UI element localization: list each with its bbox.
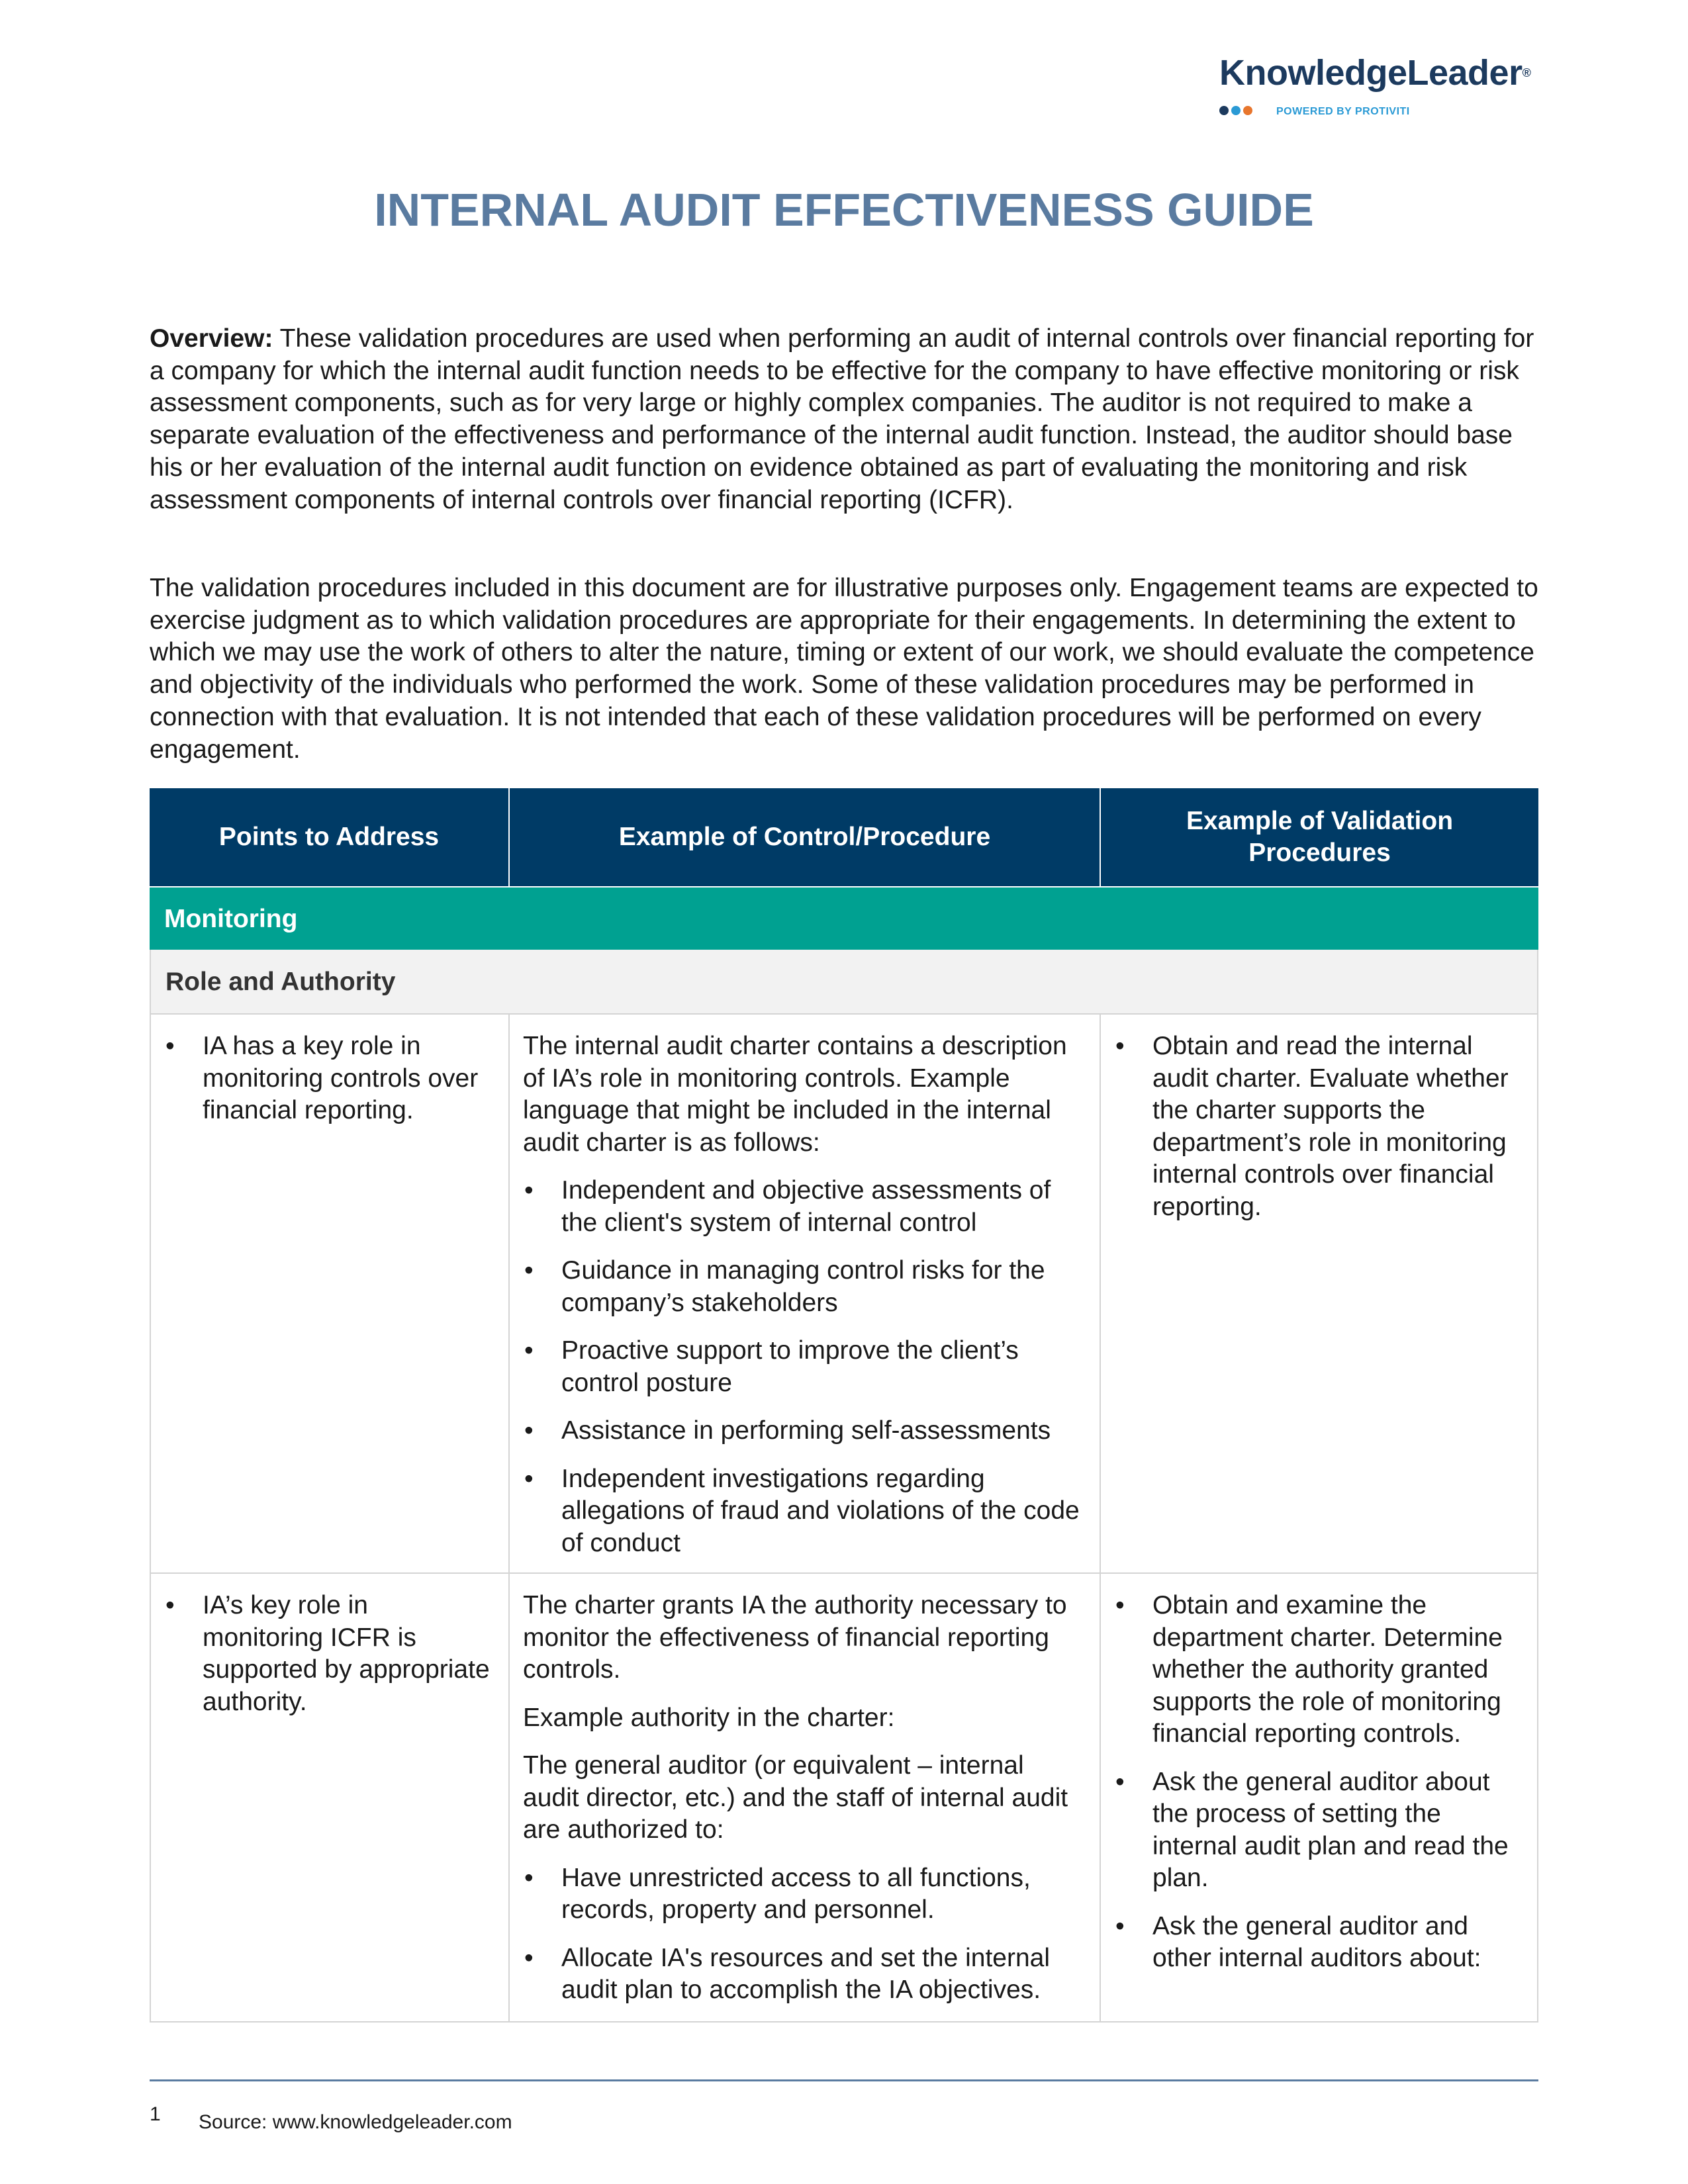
list-item: • Have unrestricted access to all functions, records, property and personnel.: [523, 1862, 1086, 1927]
validation-cell: [1100, 1015, 1537, 1572]
footer-divider: [150, 2079, 1538, 2081]
logo-name: KnowledgeLeader®: [1219, 53, 1531, 93]
list-item: • Obtain and examine the department charter. Determine whether the authority granted supports the role of monitoring financial reporting controls.: [1114, 1590, 1524, 1751]
overview-label: Overview:: [150, 324, 273, 353]
subsection-row-role-authority: Role and Authority: [150, 950, 1538, 1015]
control-paragraph: Example authority in the charter:: [523, 1703, 895, 1732]
control-intro: The internal audit charter contains a description of IA’s role in monitoring controls. Example language that might be included in the internal audit charter is as follows:: [523, 1032, 1067, 1157]
logo-dot-icon: [1231, 106, 1241, 115]
points-list: [164, 1590, 495, 1718]
points-cell: [151, 1574, 508, 2021]
logo-dots-icon: [1219, 106, 1255, 119]
logo-tagline: POWERED BY PROTIVITI: [1276, 106, 1410, 117]
list-item: • IA has a key role in monitoring controls over financial reporting.: [164, 1030, 495, 1127]
overview-paragraph: [150, 323, 1546, 516]
validation-list: [1114, 1030, 1524, 1223]
header-example-validation: Example of Validation Procedures: [1100, 788, 1538, 886]
audit-guide-table: [150, 788, 1538, 2023]
overview-text: These validation procedures are used when performing an audit of internal controls over financial reporting for a company for which the internal audit function needs to be effective for the company to have effective monitoring or risk assessment components, such as for very large or highly complex companies. The auditor is not required to make a separate evaluation of the effectiveness and performance of the internal audit function. Instead, the auditor should base his or her evaluation of the internal audit function on evidence obtained as part of evaluating the monitoring and risk assessment components of internal controls over financial reporting (ICFR).: [150, 324, 1534, 514]
control-paragraph: The general auditor (or equivalent – internal audit director, etc.) and the staff of internal audit are authorized to:: [523, 1751, 1068, 1844]
list-item: • Obtain and read the internal audit charter. Evaluate whether the charter supports the department’s role in monitoring internal controls over financial reporting.: [1114, 1030, 1524, 1223]
control-cell: [508, 1574, 1100, 2021]
validation-list: [1114, 1590, 1524, 1975]
source-note: Source: www.knowledgeleader.com: [199, 2111, 512, 2133]
document-title: INTERNAL AUDIT EFFECTIVENESS GUIDE: [374, 184, 1314, 236]
list-item: • Proactive support to improve the client’s control posture: [523, 1335, 1086, 1399]
header-points-to-address: Points to Address: [218, 823, 440, 851]
control-list: [523, 1862, 1086, 2007]
header-example-control: Example of Control/Procedure: [508, 788, 1100, 886]
control-cell: [508, 1015, 1100, 1572]
table-row: [150, 1574, 1538, 2023]
knowledgeleader-logo: [1219, 53, 1544, 126]
logo-dot-icon: [1243, 106, 1252, 115]
control-list: [523, 1175, 1086, 1559]
list-item: • IA’s key role in monitoring ICFR is supported by appropriate authority.: [164, 1590, 495, 1718]
list-item: • Allocate IA's resources and set the internal audit plan to accomplish the IA objectives.: [523, 1942, 1086, 2007]
list-item: • Assistance in performing self-assessments: [523, 1415, 1086, 1447]
table-header-row: [150, 788, 1538, 886]
points-list: [164, 1030, 495, 1127]
list-item: • Ask the general auditor and other internal auditors about:: [1114, 1911, 1524, 1975]
list-item: • Independent and objective assessments of the client's system of internal control: [523, 1175, 1086, 1239]
list-item: • Independent investigations regarding allegations of fraud and violations of the code of conduct: [523, 1463, 1086, 1560]
logo-dot-icon: [1219, 106, 1229, 115]
section-row-monitoring: Monitoring: [150, 886, 1538, 950]
control-paragraph: The charter grants IA the authority necessary to monitor the effectiveness of financial reporting controls.: [523, 1591, 1067, 1684]
list-item: • Ask the general auditor about the process of setting the internal audit plan and read the plan.: [1114, 1766, 1524, 1895]
table-row: [150, 1015, 1538, 1574]
page-number: 1: [150, 2103, 161, 2125]
validation-cell: [1100, 1574, 1537, 2021]
points-cell: [151, 1015, 508, 1572]
validation-paragraph: The validation procedures included in this document are for illustrative purposes only. Engagement teams are expected to exercise judgment as to which validation procedures are appropriate for their engagements. In determining the extent to which we may use the work of others to alter the nature, timing or extent of our work, we should evaluate the competence and objectivity of the individuals who performed the work. Some of these validation procedures may be performed in connection with that evaluation. It is not intended that each of these validation procedures will be performed on every engagement.: [150, 574, 1538, 764]
list-item: • Guidance in managing control risks for the company’s stakeholders: [523, 1255, 1086, 1319]
logo-registered-mark: ®: [1522, 66, 1531, 79]
